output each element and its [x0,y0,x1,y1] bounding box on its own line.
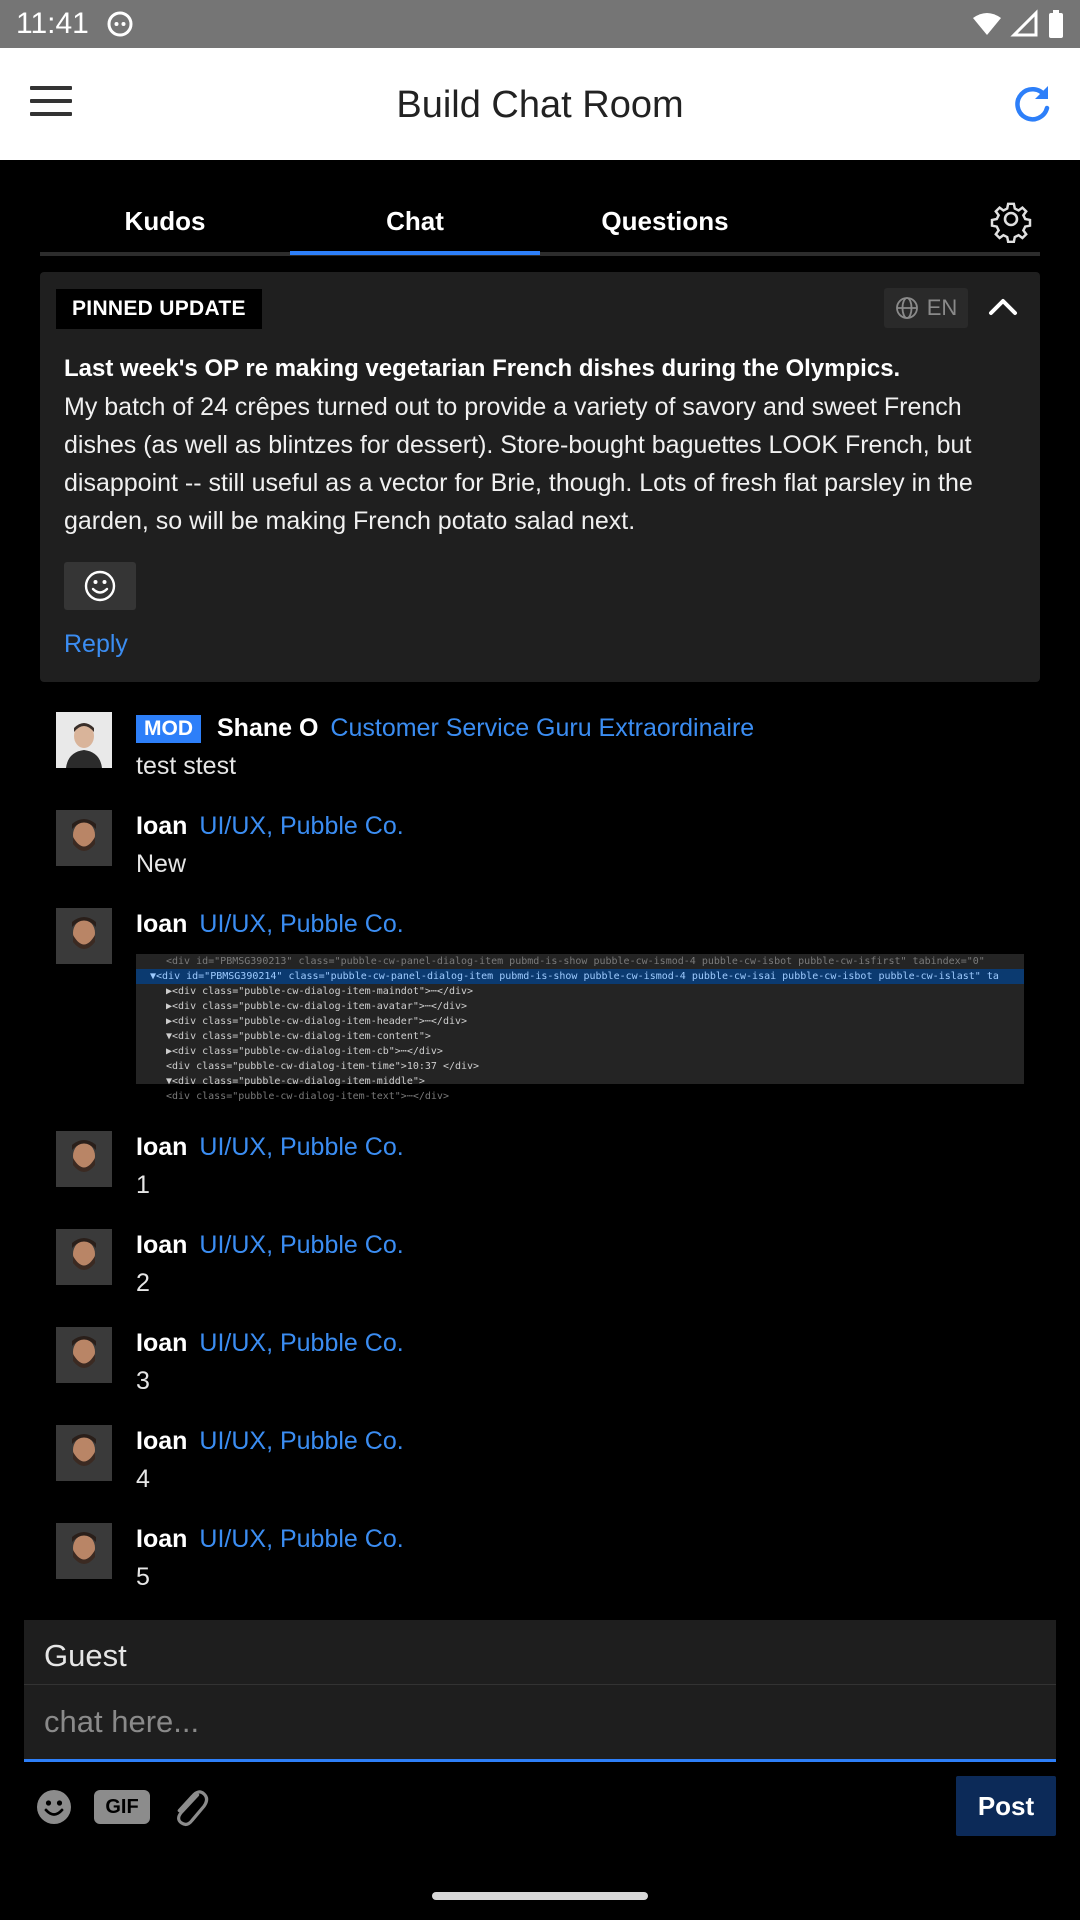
author-name[interactable]: Ioan [136,910,188,938]
author-role: UI/UX, Pubble Co. [199,1133,404,1161]
author-role: Customer Service Guru Extraordinaire [330,714,755,742]
message-header [136,812,404,841]
smiley-icon [83,569,117,603]
message-text: test stest [136,752,237,780]
code-line: ▼<div id="PBMSG390214" class="pubble-cw-panel-dialog-item pubmd-is-show pubble-cw-ismod-4 pubble-cw-isai pubble-cw-isbot pubble-cw-islast" ta [136,969,1024,984]
avatar[interactable] [56,1131,112,1187]
language-label: EN [926,295,958,320]
pinned-badge: PINNED UPDATE [56,289,262,329]
chat-message [56,1425,1036,1495]
code-line: ▶<div class="pubble-cw-dialog-item-header">⋯</div> [166,1016,468,1027]
message-header [136,1427,404,1456]
code-line: <div id="PBMSG390213" class="pubble-cw-panel-dialog-item pubmd-is-show pubble-cw-ismod-4 pubble-cw-isbot pubble-cw-isfirst" tabindex="0" [166,956,985,967]
signal-icon [1012,11,1038,37]
pinned-title: Last week's OP re making vegetarian French dishes during the Olympics. [64,355,901,382]
author-role: UI/UX, Pubble Co. [199,1427,404,1455]
author-role: UI/UX, Pubble Co. [199,812,404,840]
battery-icon [1048,10,1064,38]
message-text: 5 [136,1563,150,1591]
chat-message [56,908,1036,1102]
message-text: 2 [136,1269,150,1297]
author-name[interactable]: Ioan [136,812,188,840]
language-button[interactable] [884,288,968,328]
author-name[interactable]: Ioan [136,1427,188,1455]
avatar[interactable] [56,908,112,964]
post-button[interactable]: Post [956,1776,1056,1836]
tab-track [40,252,1040,256]
message-header [136,1133,404,1162]
avatar[interactable] [56,1327,112,1383]
code-line: ▶<div class="pubble-cw-dialog-item-maindot">⋯</div> [166,986,474,997]
chat-message [56,712,1036,782]
pinned-body: My batch of 24 crêpes turned out to provide a variety of savory and sweet French dishes (as well as blintzes for dessert). Store-bought baguettes LOOK French, but disappoint -- still useful as a vector for Brie, though. Lots of fresh flat parsley in the garden, so will be making French potato salad next. [64,393,973,535]
author-role: UI/UX, Pubble Co. [199,1231,404,1259]
message-header [136,1525,404,1554]
chevron-up-icon[interactable] [986,290,1020,324]
chat-message [56,1327,1036,1397]
composer-divider [24,1684,1056,1685]
tab-questions[interactable]: Questions [601,206,729,236]
chat-message [56,810,1036,880]
reply-link[interactable]: Reply [64,630,128,658]
message-text: 3 [136,1367,150,1395]
author-name[interactable]: Ioan [136,1329,188,1357]
paperclip-icon[interactable] [172,1784,208,1828]
code-line: ▶<div class="pubble-cw-dialog-item-avatar">⋯</div> [166,1001,468,1012]
home-indicator[interactable] [432,1892,648,1900]
code-line: ▼<div class="pubble-cw-dialog-item-content"> [166,1031,431,1042]
status-icons [972,10,1064,38]
notification-app-icon [107,11,133,37]
message-composer [24,1620,1056,1762]
message-image[interactable] [136,954,1024,1102]
message-text: New [136,850,187,878]
guest-name-field[interactable]: Guest [44,1638,127,1673]
avatar[interactable] [56,1523,112,1579]
message-header [136,910,404,939]
avatar[interactable] [56,1425,112,1481]
chat-message [56,1523,1036,1593]
mod-badge: MOD [136,715,201,743]
pinned-update-card [40,272,1040,682]
message-header [136,1231,404,1260]
avatar[interactable] [56,1229,112,1285]
status-bar [0,0,1080,48]
gif-button[interactable]: GIF [94,1790,150,1824]
author-role: UI/UX, Pubble Co. [199,1329,404,1357]
author-role: UI/UX, Pubble Co. [199,910,404,938]
wifi-icon [972,12,1002,36]
app-bar [0,48,1080,160]
message-header [136,1329,404,1358]
tab-active-indicator [290,251,540,255]
emoji-icon[interactable] [36,1789,72,1825]
globe-icon [895,296,919,320]
code-line: <div class="pubble-cw-dialog-item-text">⋯</div> [166,1091,449,1102]
author-role: UI/UX, Pubble Co. [199,1525,404,1553]
page-title: Build Chat Room [396,84,684,126]
chat-message [56,1131,1036,1201]
chat-message [56,1229,1036,1299]
message-text: 1 [136,1171,150,1199]
code-line: ▶<div class="pubble-cw-dialog-item-cb">⋯</div> [166,1046,443,1057]
avatar[interactable] [56,810,112,866]
tab-chat[interactable]: Chat [386,206,444,236]
author-name[interactable]: Shane O [217,714,319,742]
status-time: 11:41 [16,7,89,40]
author-name[interactable]: Ioan [136,1231,188,1259]
code-line: ▼<div class="pubble-cw-dialog-item-middle"> [166,1076,425,1087]
message-header [136,714,754,743]
tab-bar [40,160,1040,256]
refresh-icon[interactable] [1010,82,1054,126]
gear-icon[interactable] [992,200,1030,238]
add-reaction-button[interactable] [64,562,136,610]
avatar[interactable] [56,712,112,768]
code-line: <div class="pubble-cw-dialog-item-time">10:37 </div> [166,1061,480,1072]
chat-input[interactable] [44,1698,1034,1746]
message-text: 4 [136,1465,150,1493]
author-name[interactable]: Ioan [136,1525,188,1553]
author-name[interactable]: Ioan [136,1133,188,1161]
tab-kudos[interactable]: Kudos [124,206,206,236]
